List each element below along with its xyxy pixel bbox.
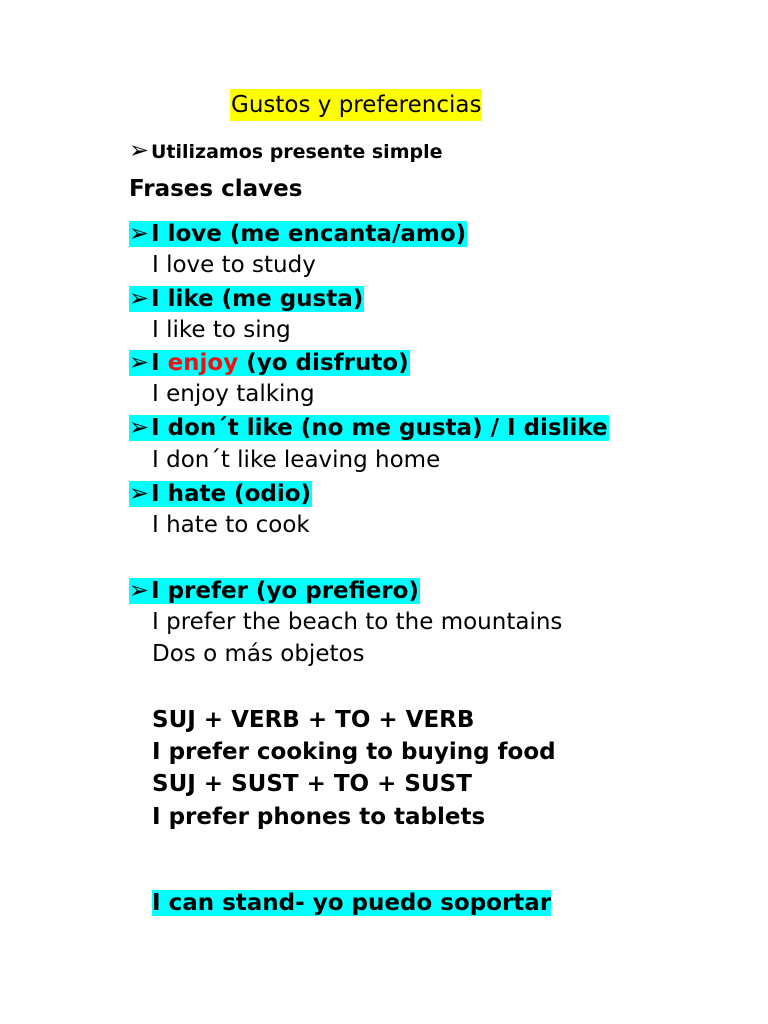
highlighted-phrase <box>129 286 364 312</box>
bullet-enjoy <box>129 346 410 379</box>
phrase-text-pre: I <box>151 350 168 376</box>
note-text: Dos o más objetos <box>152 641 365 667</box>
example-hate: I hate to cook <box>152 512 310 538</box>
phrase-text: I prefer (yo prefiero) <box>151 578 419 604</box>
example-like: I like to sing <box>152 317 291 343</box>
bullet-dislike <box>129 411 609 444</box>
bullet-love <box>129 217 467 250</box>
highlighted-phrase <box>129 221 467 247</box>
page-title: Gustos y preferencias <box>230 89 482 121</box>
section-heading: Frases claves <box>129 176 303 202</box>
formula-verb: SUJ + VERB + TO + VERB <box>152 707 475 733</box>
example-prefer: I prefer the beach to the mountains <box>152 609 563 635</box>
bullet-hate <box>129 477 312 510</box>
highlighted-phrase <box>129 350 410 376</box>
formula-verb-example: I prefer cooking to buying food <box>152 739 556 765</box>
formula-noun: SUJ + SUST + TO + SUST <box>152 771 472 797</box>
footer-phrase <box>152 887 551 919</box>
highlighted-phrase: I can stand- yo puedo soportar <box>152 890 552 916</box>
example-love: I love to study <box>152 252 316 278</box>
arrow-bullet-icon: ➢ <box>129 576 150 604</box>
arrow-bullet-icon: ➢ <box>129 479 150 507</box>
phrase-text: I love (me encanta/amo) <box>151 221 467 247</box>
subtitle-line <box>129 134 443 167</box>
phrase-text: I don´t like (no me gusta) / I dislike <box>151 415 608 441</box>
phrase-text: I like (me gusta) <box>151 286 364 312</box>
bullet-like <box>129 282 364 315</box>
arrow-bullet-icon: ➢ <box>129 413 150 441</box>
arrow-bullet-icon: ➢ <box>129 284 150 312</box>
example-dislike: I don´t like leaving home <box>152 447 441 473</box>
highlighted-phrase <box>129 578 420 604</box>
formula-noun-example: I prefer phones to tablets <box>152 804 486 830</box>
example-enjoy: I enjoy talking <box>152 381 315 407</box>
arrow-bullet-icon: ➢ <box>129 219 150 247</box>
subtitle-text: Utilizamos presente simple <box>151 141 443 163</box>
arrow-bullet-icon: ➢ <box>129 136 150 164</box>
arrow-bullet-icon: ➢ <box>129 348 150 376</box>
bullet-prefer <box>129 574 420 607</box>
phrase-text-post: (yo disfruto) <box>238 350 409 376</box>
highlighted-phrase <box>129 481 312 507</box>
phrase-text-red: enjoy <box>167 350 239 376</box>
highlighted-phrase <box>129 415 609 441</box>
phrase-text: I hate (odio) <box>151 481 312 507</box>
